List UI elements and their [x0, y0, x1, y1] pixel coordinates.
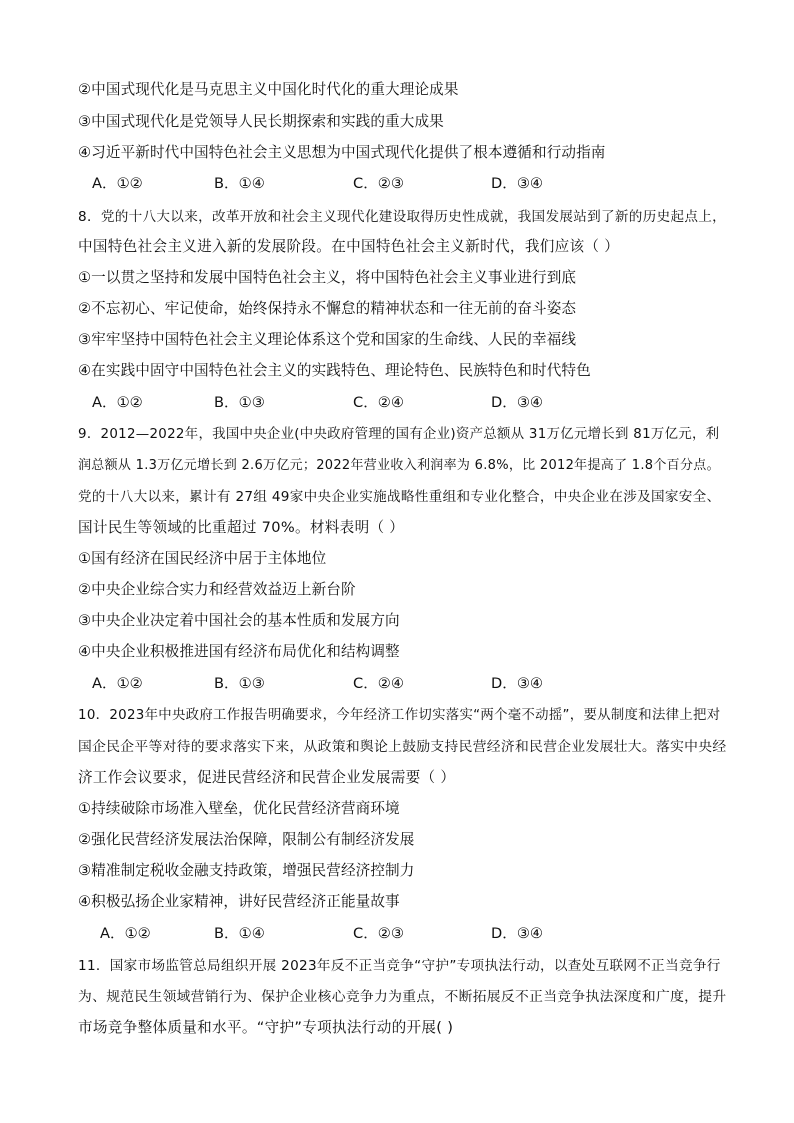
q9-statement-2: ②中央企业综合实力和经营效益迈上新台阶	[78, 581, 356, 598]
q8-statement-3: ③牢牢坚持中国特色社会主义理论体系这个党和国家的生命线、人民的幸福线	[78, 331, 577, 348]
q9-option-d: D．③④	[491, 675, 543, 692]
question-9-stem-line: 9．2012—2022年，我国中央企业(中央政府管理的国有企业)资产总额从 31万亿元增长到 81万亿元，利	[78, 427, 720, 442]
question-10-stem-line: 国企民企平等对待的要求落实下来，从政策和舆论上鼓励支持民营经济和民营企业发展壮大。落实中央经	[78, 739, 727, 755]
q10-option-b: B．①④	[214, 925, 265, 942]
statement-3: ③中国式现代化是党领导人民长期探索和实践的重大成果	[78, 113, 444, 130]
q9-option-a: A．①②	[92, 675, 143, 692]
q9-statement-1: ①国有经济在国民经济中居于主体地位	[78, 550, 327, 567]
q10-statement-2: ②强化民营经济发展法治保障，限制公有制经济发展	[78, 831, 415, 848]
q8-statement-1: ①一以贯之坚持和发展中国特色社会主义，将中国特色社会主义事业进行到底	[78, 269, 577, 286]
question-10-stem-line: 10．2023年中央政府工作报告明确要求，今年经济工作切实落实“两个毫不动摇”，要从制度和法律上把对	[78, 708, 721, 723]
q10-statement-3: ③精准制定税收金融支持政策，增强民营经济控制力	[78, 862, 415, 879]
q8-statement-4: ④在实践中固守中国特色社会主义的实践特色、理论特色、民族特色和时代特色	[78, 362, 591, 379]
q10-option-c: C．②③	[353, 925, 404, 942]
q9-option-c: C．②④	[353, 675, 404, 692]
question-9-stem-line: 润总额从 1.3万亿元增长到 2.6万亿元；2022年营业收入利润率为 6.8%，比 2012年提高了 1.8个百分点。	[78, 458, 720, 473]
question-11-stem-line: 为、规范民生领域营销行为、保护企业核心竞争力为重点，不断拓展反不正当竞争执法深度和广度，提升	[78, 989, 727, 1005]
option-a: A．①②	[92, 175, 143, 192]
q8-option-b: B．①③	[214, 394, 265, 411]
q9-statement-4: ④中央企业积极推进国有经济布局优化和结构调整	[78, 643, 400, 660]
q10-statement-4: ④积极弘扬企业家精神，讲好民营经济正能量故事	[78, 893, 400, 910]
question-11-stem-line: 市场竞争整体质量和水平。“守护”专项执法行动的开展( )	[78, 1019, 454, 1036]
statement-4: ④习近平新时代中国特色社会主义思想为中国式现代化提供了根本遵循和行动指南	[78, 144, 606, 161]
q10-option-a: A．①②	[100, 925, 151, 942]
q8-option-d: D．③④	[491, 394, 543, 411]
option-b: B．①④	[214, 175, 265, 192]
question-9-stem-line: 党的十八大以来，累计有 27组 49家中央企业实施战略性重组和专业化整合，中央企业在涉及国家安全、	[78, 489, 721, 505]
question-8-stem-line: 中国特色社会主义进入新的发展阶段。在中国特色社会主义新时代，我们应该（ ）	[78, 238, 620, 255]
option-d: D．③④	[491, 175, 543, 192]
q8-statement-2: ②不忘初心、牢记使命，始终保持永不懈怠的精神状态和一往无前的奋斗姿态	[78, 300, 577, 317]
option-c: C．②③	[353, 175, 404, 192]
q9-statement-3: ③中央企业决定着中国社会的基本性质和发展方向	[78, 612, 400, 629]
q10-option-d: D．③④	[491, 925, 543, 942]
question-9-stem-line: 国计民生等领域的比重超过 70%。材料表明（ ）	[78, 519, 405, 536]
question-11-stem-line: 11．国家市场监管总局组织开展 2023年反不正当竞争“守护”专项执法行动，以查处互联网不正当竞争行	[78, 958, 721, 974]
q9-option-b: B．①③	[214, 675, 265, 692]
q8-option-c: C．②④	[353, 394, 404, 411]
q8-option-a: A．①②	[92, 394, 143, 411]
question-8-stem-line: 8．党的十八大以来，改革开放和社会主义现代化建设取得历史性成就，我国发展站到了新的历史起点上，	[78, 209, 727, 225]
statement-2: ②中国式现代化是马克思主义中国化时代化的重大理论成果	[78, 81, 459, 98]
q10-statement-1: ①持续破除市场准入壁垒，优化民营经济营商环境	[78, 800, 400, 817]
question-10-stem-line: 济工作会议要求，促进民营经济和民营企业发展需要（ ）	[78, 769, 456, 786]
